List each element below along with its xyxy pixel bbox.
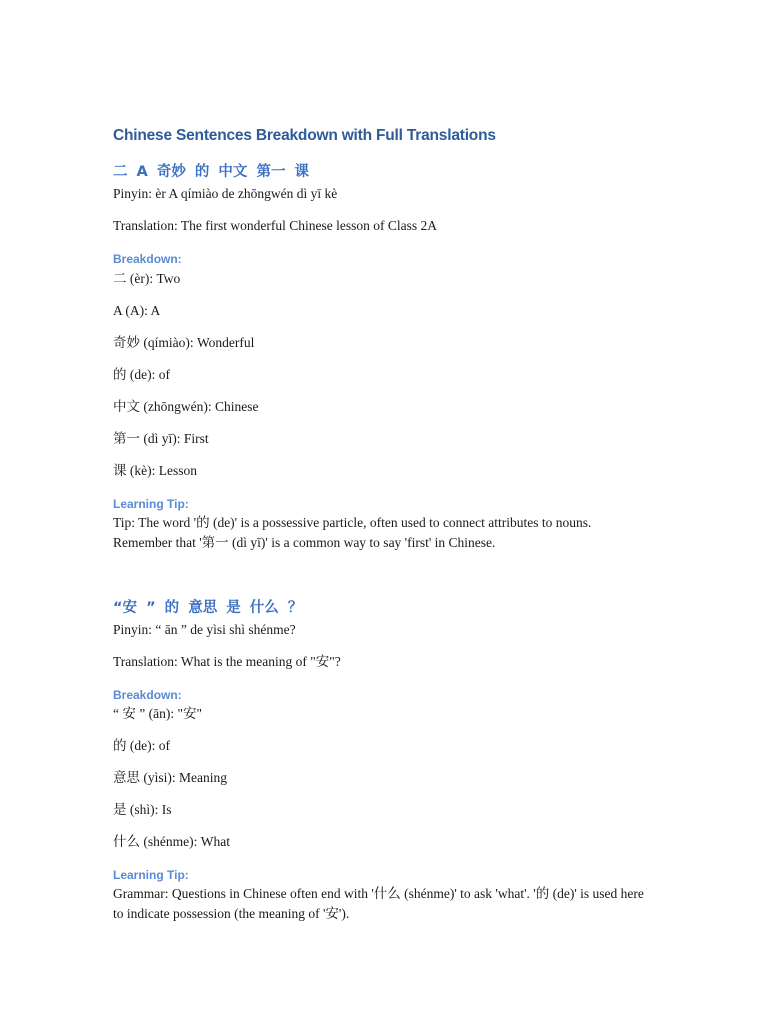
breakdown-item: 意思 (yìsi): Meaning	[113, 770, 227, 785]
breakdown-item: 的 (de): of	[113, 738, 170, 753]
breakdown-label: Breakdown:	[113, 252, 182, 266]
breakdown-item: 课 (kè): Lesson	[113, 463, 197, 478]
pinyin-line: Pinyin: “ ān ” de yìsi shì shénme?	[113, 622, 296, 637]
breakdown-item: 中文 (zhōngwén): Chinese	[113, 399, 259, 414]
breakdown-item: “ 安 ” (ān): "安"	[113, 706, 202, 721]
document-title: Chinese Sentences Breakdown with Full Translations	[113, 127, 496, 144]
breakdown-label: Breakdown:	[113, 688, 182, 702]
breakdown-item: 第一 (dì yī): First	[113, 431, 209, 446]
breakdown-item: 二 (èr): Two	[113, 271, 181, 286]
breakdown-item: 什么 (shénme): What	[113, 834, 230, 849]
learning-tip-label: Learning Tip:	[113, 868, 189, 882]
learning-tip-label: Learning Tip:	[113, 497, 189, 511]
sentence-heading: “安 ” 的 意思 是 什么 ？	[113, 600, 303, 616]
learning-tip-text: Grammar: Questions in Chinese often end with '什么 (shénme)' to ask 'what'. '的 (de)' is used here to indicate possession (the meaning of '安').	[113, 886, 644, 921]
breakdown-item: A (A): A	[113, 303, 161, 318]
translation-line: Translation: What is the meaning of "安"?	[113, 654, 341, 669]
pinyin-line: Pinyin: èr A qímiào de zhōngwén dì yī kè	[113, 186, 338, 201]
breakdown-item: 奇妙 (qímiào): Wonderful	[113, 335, 255, 350]
sentence-heading: 二 A 奇妙 的 中文 第一 课	[113, 164, 310, 180]
translation-line: Translation: The first wonderful Chinese lesson of Class 2A	[113, 218, 437, 233]
breakdown-item: 的 (de): of	[113, 367, 170, 382]
breakdown-item: 是 (shì): Is	[113, 802, 172, 817]
learning-tip-text: Tip: The word '的 (de)' is a possessive particle, often used to connect attributes to nouns. Remember that '第一 (dì yī)' is a common way to say 'first' in Chinese.	[113, 515, 592, 550]
